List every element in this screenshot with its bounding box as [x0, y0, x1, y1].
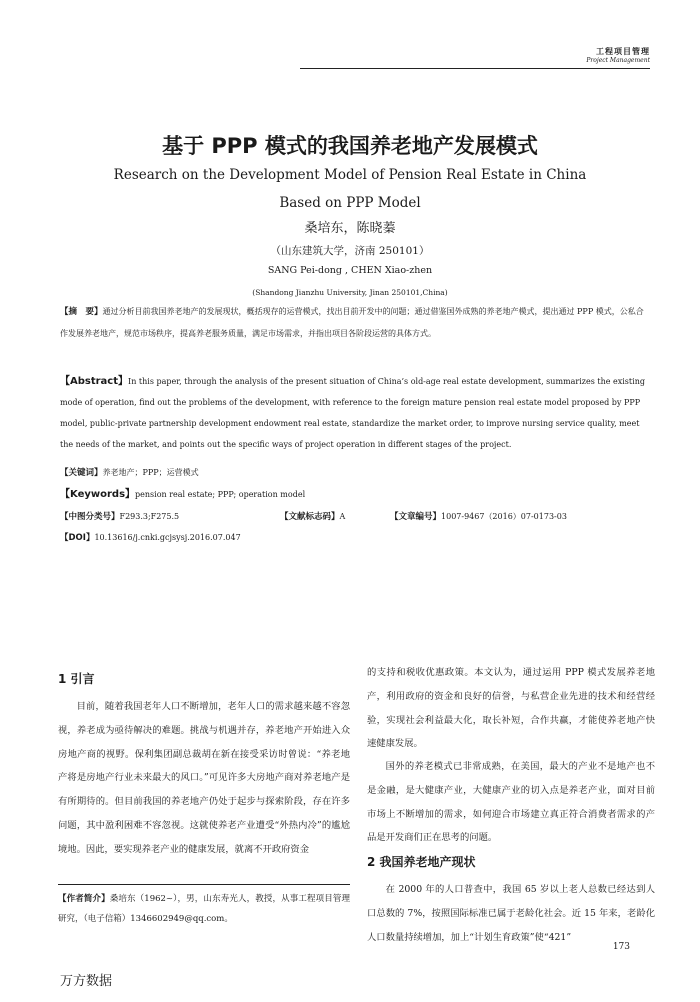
authors-en: SANG Pei-dong , CHEN Xiao-zhen: [267, 265, 433, 276]
right-col-paragraph-1: 的支持和税收优惠政策。本文认为，通过运用 PPP 模式发展养老地产，利用政府的资金和良好的信誉，与私营企业先进的技术和经营经验，实现社会利益最大化，取长补短，合作共赢，才能使养老地产快速健康发展。: [367, 667, 655, 750]
title-en: Research on the Development Model of Pension Real Estate in China Based on PPP Model: [113, 167, 587, 211]
keywords-cn-label: 【关键词】: [60, 468, 103, 478]
document-code: [280, 506, 345, 528]
journal-name-en: Project Management: [586, 57, 650, 64]
classification: [60, 506, 179, 528]
keywords-en-label: 【Keywords】: [60, 489, 136, 500]
affiliation-en: (Shandong Jianzhu University, Jinan 250101,China): [252, 288, 448, 297]
authors-cn: 桑培东，陈晓蓁: [304, 221, 396, 236]
document-code-label: 【文献标志码】: [280, 512, 340, 522]
footer-watermark: 万方数据: [60, 974, 113, 989]
section-1-heading: 1 引言: [58, 672, 95, 686]
article-number: [390, 506, 567, 528]
keywords-cn-text: 养老地产；PPP；运营模式: [102, 468, 199, 477]
author-footnote-label: 【作者简介】: [58, 894, 110, 904]
footnote-rule: [58, 884, 350, 885]
author-footnote-text: 桑培东（1962~），男，山东寿光人，教授，从事工程项目管理研究，（电子信箱）1346602949@qq.com。: [58, 894, 350, 924]
classification-label: 【中图分类号】: [60, 512, 120, 522]
classification-text: F293.3;F275.5: [119, 512, 180, 521]
article-number-text: 1007-9467（2016）07-0173-03: [441, 512, 567, 521]
page-number: 173: [612, 942, 630, 952]
abstract-cn-label: 【摘 要】: [60, 307, 103, 317]
keywords-cn: [60, 462, 646, 484]
affiliation-cn: （山东建筑大学，济南 250101）: [270, 245, 430, 257]
abstract-en: [60, 371, 646, 455]
keywords-en: [60, 484, 646, 505]
abstract-cn-text: 通过分析目前我国养老地产的发展现状，概括现存的运营模式，找出目前开发中的问题；通过借鉴国外成熟的养老地产模式，提出通过 PPP 模式，公私合作发展养老地产，规范市场秩序，提高养老服务质量，满足市场需求，并指出项目各阶段运营的具体方式。: [60, 307, 644, 338]
abstract-en-text: In this paper, through the analysis of the present situation of China’s old-age real estate development, summarizes the existing mode of operation, find out the problems of the development, with reference to the foreign mature pension real estate model proposed by PPP model, public-private partnership development endowment real estate, standardize the market order, to improve nursing service quality, meet the needs of the market, and points out the specific ways of project operation in different stages of the project.: [60, 377, 645, 449]
doi-label: 【DOI】: [60, 533, 95, 543]
section-1-paragraph: 目前，随着我国老年人口不断增加，老年人口的需求越来越不容忽视，养老成为亟待解决的难题。挑战与机遇并存，养老地产开始进入众房地产商的视野。保利集团副总裁胡在新在接受采访时曾说：“养老地产将是房地产行业未来最大的风口。”可见许多大房地产商对养老地产是有所期待的。但目前我国的养老地产仍处于起步与探索阶段，存在许多问题，其中盈利困难不容忽视。这就使养老产业遭受“外热内冷”的尴尬境地。因此，要实现养老产业的健康发展，就离不开政府资金: [58, 701, 350, 855]
abstract-cn: [60, 301, 646, 344]
journal-name-cn: 工程项目管理: [596, 47, 650, 56]
article-number-label: 【文章编号】: [390, 512, 442, 522]
right-col-paragraph-2: 国外的养老模式已非常成熟，在美国，最大的产业不是地产也不是金融，是大健康产业，大健康产业的切入点是养老产业，面对目前市场上不断增加的需求，如何迎合市场建立真正符合消费者需求的产品是开发商们正在思考的问题。: [367, 761, 655, 844]
header-rule: [300, 68, 650, 69]
journal-header: [586, 46, 650, 64]
doi-text: 10.13616/j.cnki.gcjsysj.2016.07.047: [94, 533, 241, 542]
document-code-text: A: [339, 512, 346, 521]
title-cn: 基于 PPP 模式的我国养老地产发展模式: [162, 134, 538, 158]
keywords-en-text: pension real estate; PPP; operation model: [135, 490, 306, 499]
section-2-heading: 2 我国养老地产现状: [367, 855, 476, 869]
right-col-paragraph-3: 在 2000 年的人口普查中，我国 65 岁以上老人总数已经达到人口总数的 7%，按照国际标准已属于老龄化社会。近 15 年来，老龄化人口数量持续增加，加上“计划生育政策”使“421”: [367, 884, 655, 943]
author-footnote: [58, 889, 350, 929]
doi: [60, 527, 646, 549]
abstract-en-label: 【Abstract】: [60, 376, 129, 387]
